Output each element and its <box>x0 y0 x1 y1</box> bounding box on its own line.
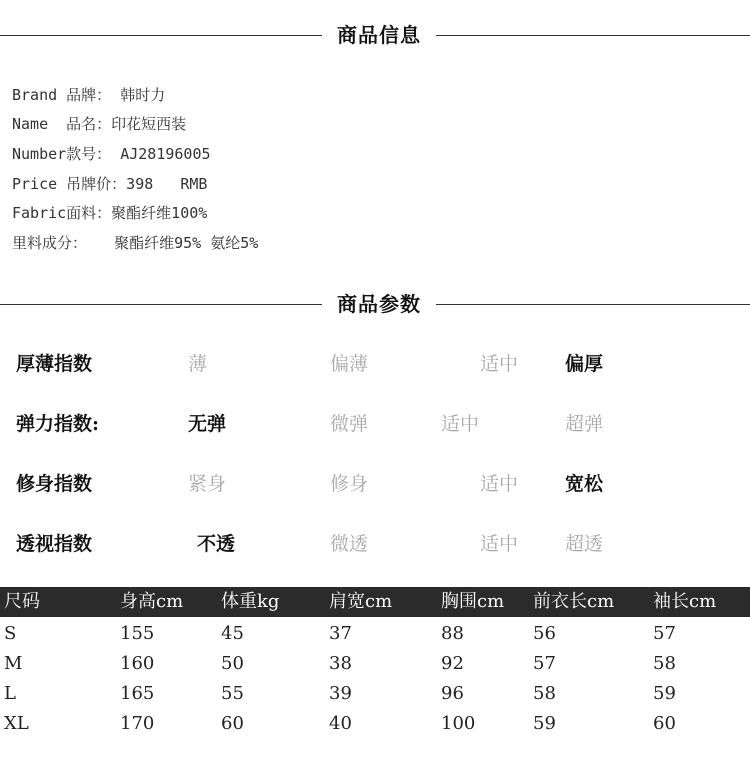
table-cell: 155 <box>120 623 155 644</box>
table-cell: 92 <box>441 653 464 674</box>
info-price: Price 吊牌价：398 RMB <box>12 175 208 193</box>
table-cell: 38 <box>329 653 352 674</box>
param-row-elasticity <box>0 409 750 439</box>
param-option: 宽松 <box>565 473 604 495</box>
section-title: 商品参数 <box>337 292 421 316</box>
param-row-fit <box>0 469 750 499</box>
table-cell: 60 <box>653 713 676 734</box>
param-option: 紧身 <box>188 473 227 495</box>
param-row-thickness <box>0 349 750 379</box>
header-cell: 前衣长cm <box>533 591 615 612</box>
table-cell: 55 <box>221 683 244 704</box>
header-cell: 胸围cm <box>441 591 505 612</box>
info-lining: 里料成分： 聚酯纤维95% 氨纶5% <box>12 234 259 252</box>
table-cell: 60 <box>221 713 244 734</box>
table-cell: XL <box>4 713 29 734</box>
table-row <box>0 619 750 649</box>
param-option: 微透 <box>330 533 369 555</box>
info-fabric: Fabric面料：聚酯纤维100% <box>12 204 208 222</box>
table-cell: 58 <box>533 683 556 704</box>
param-label: 修身指数 <box>16 473 93 495</box>
param-label: 弹力指数: <box>16 413 100 435</box>
param-option: 微弹 <box>330 413 369 435</box>
param-option: 无弹 <box>188 413 227 435</box>
product-info-header <box>0 20 750 50</box>
table-cell: 165 <box>120 683 155 704</box>
header-cell: 肩宽cm <box>329 591 393 612</box>
table-cell: 170 <box>120 713 155 734</box>
divider-line-right <box>436 35 750 36</box>
param-option: 超透 <box>565 533 604 555</box>
param-option: 偏薄 <box>330 353 369 375</box>
param-option: 适中 <box>480 473 519 495</box>
table-cell: 56 <box>533 623 556 644</box>
header-cell: 尺码 <box>4 591 40 612</box>
param-option: 适中 <box>441 413 480 435</box>
size-table-header <box>0 587 750 617</box>
table-row <box>0 649 750 679</box>
param-option: 薄 <box>188 353 208 375</box>
header-cell: 袖长cm <box>653 591 717 612</box>
table-cell: 39 <box>329 683 352 704</box>
info-brand: Brand 品牌： 韩时力 <box>12 86 166 104</box>
table-cell: 88 <box>441 623 464 644</box>
header-cell: 体重kg <box>221 591 280 612</box>
table-cell: L <box>4 683 16 704</box>
table-cell: 37 <box>329 623 352 644</box>
section-title: 商品信息 <box>337 23 421 47</box>
table-cell: 59 <box>533 713 556 734</box>
divider-line-right <box>436 304 750 305</box>
table-cell: 57 <box>653 623 676 644</box>
table-cell: 57 <box>533 653 556 674</box>
param-option: 偏厚 <box>565 353 604 375</box>
divider-line-left <box>0 35 322 36</box>
table-cell: 160 <box>120 653 155 674</box>
table-row <box>0 709 750 739</box>
info-name: Name 品名：印花短西装 <box>12 115 187 133</box>
table-cell: 58 <box>653 653 676 674</box>
table-cell: S <box>4 623 17 644</box>
table-cell: 59 <box>653 683 676 704</box>
param-option: 适中 <box>480 353 519 375</box>
param-option: 不透 <box>197 533 236 555</box>
table-cell: 96 <box>441 683 464 704</box>
header-cell: 身高cm <box>120 591 184 612</box>
param-option: 适中 <box>480 533 519 555</box>
table-cell: 50 <box>221 653 244 674</box>
table-cell: M <box>4 653 23 674</box>
table-cell: 100 <box>441 713 476 734</box>
table-cell: 45 <box>221 623 244 644</box>
info-number: Number款号： AJ28196005 <box>12 145 211 163</box>
table-row <box>0 679 750 709</box>
divider-line-left <box>0 304 322 305</box>
param-option: 修身 <box>330 473 369 495</box>
product-params-header <box>0 289 750 319</box>
param-label: 厚薄指数 <box>16 353 93 375</box>
param-option: 超弹 <box>565 413 604 435</box>
table-cell: 40 <box>329 713 352 734</box>
param-row-transparency <box>0 529 750 559</box>
param-label: 透视指数 <box>16 533 93 555</box>
